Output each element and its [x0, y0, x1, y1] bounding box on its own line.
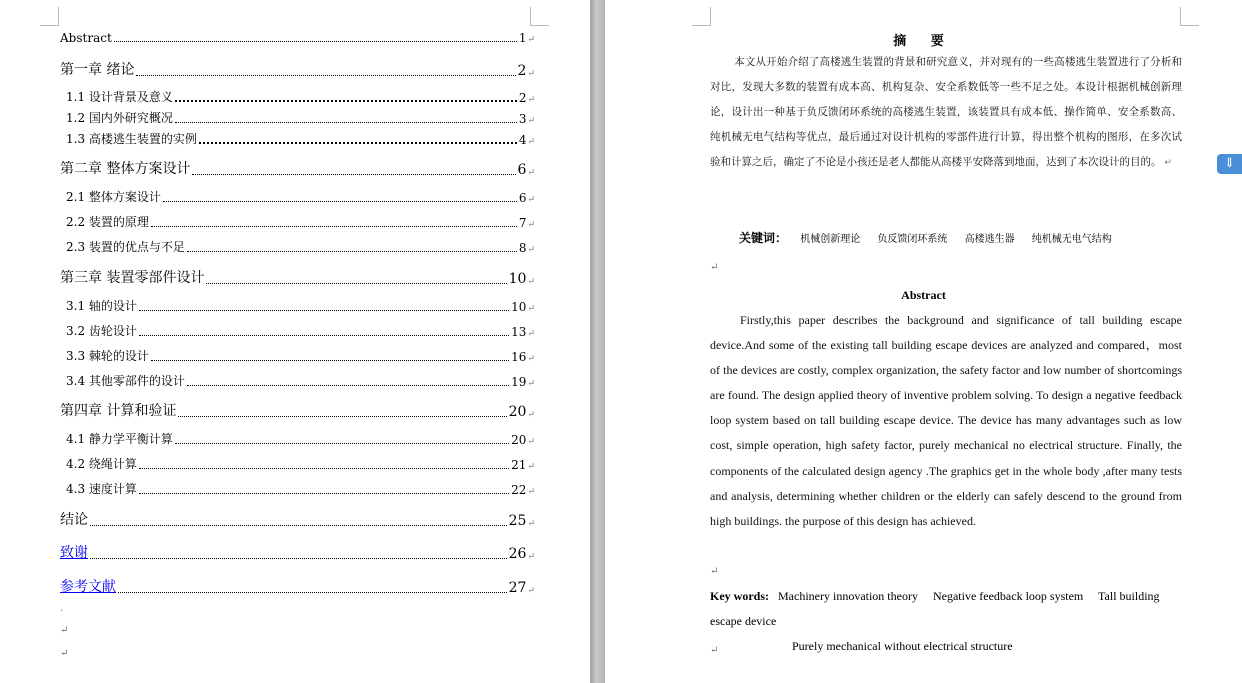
toc-entry-page: 6 — [517, 162, 527, 178]
toc-entry-page: 10 — [508, 271, 527, 287]
toc-leader-dots — [139, 492, 509, 494]
toc-entry-page: 4 — [518, 133, 527, 147]
abstract-en-body: Firstly,this paper describes the background and significance of tall building escape device.And some of the existing tall building escape devices are analyzed and compared，most of the devices are costly, complex organization, the safety factor and low number of shortcomings are found. The design applied theory of inventive problem solving. To design a negative feedback loop system based on tall building escape device. The device has many advantages such as low cost, simple operation, high safety factor, purely mechanical no electrical structure. Finally, the components of the calculated design agency .The graphics get in the whole body ,after many tests and analysis, determining whether children or the elderly can safely descend to the ground from high buildings. the purpose of this design has achieved. — [710, 313, 1182, 528]
paragraph-mark: ↵ — [527, 137, 535, 147]
toc-entry-page: 25 — [508, 513, 527, 529]
toc-entry-label: 3.1 轴的设计 — [66, 299, 137, 313]
toc-entry-label[interactable]: 参考文献 — [60, 579, 116, 595]
toc-entry-page: 20 — [511, 433, 527, 447]
toc-entry — [66, 213, 535, 230]
toc-entry-page: 2 — [518, 91, 527, 105]
crop-mark-top-right — [530, 7, 549, 26]
paragraph-mark: ↵ — [710, 645, 719, 656]
scroll-down-button[interactable] — [1217, 154, 1242, 174]
paragraph-mark: ↵ — [527, 329, 535, 339]
toc-entry — [60, 31, 535, 45]
page-gap — [590, 0, 605, 683]
paragraph-mark: . — [60, 603, 64, 614]
keyword: 负反馈闭环系统 — [877, 234, 948, 245]
paragraph-mark: ↵ — [527, 519, 535, 529]
keyword: 纯机械无电气结构 — [1031, 234, 1112, 245]
toc-entry-page: 8 — [518, 241, 527, 255]
toc-entry-page: 19 — [511, 375, 527, 389]
toc-leader-dots — [199, 141, 517, 144]
arrow-down-icon: ⇓ — [1224, 156, 1235, 171]
toc-entry — [66, 238, 535, 255]
crop-mark-top-left — [40, 7, 59, 26]
paragraph-mark: ↵ — [527, 462, 535, 472]
toc-leader-dots — [175, 442, 509, 444]
toc-entry-page: 10 — [511, 300, 527, 314]
toc-entry-label: 1.1 设计背景及意义 — [66, 90, 173, 104]
toc-entry-label: 2.2 装置的原理 — [66, 215, 149, 229]
toc-entry-label: 第二章 整体方案设计 — [60, 161, 191, 177]
toc-entry-label: 第四章 计算和验证 — [60, 403, 177, 419]
toc-entry-page: 6 — [518, 191, 527, 205]
toc-entry-page: 27 — [508, 580, 527, 596]
paragraph-mark: ↵ — [60, 648, 69, 659]
keyword: Tall building escape device — [710, 589, 1160, 628]
toc-leader-dots — [139, 467, 509, 469]
crop-mark-top-left — [692, 7, 711, 26]
toc-entry — [66, 109, 535, 126]
document-page-left — [0, 0, 590, 683]
paragraph-mark: ↵ — [527, 304, 535, 314]
toc-entry-page: 26 — [508, 546, 527, 562]
toc-entry-page: 16 — [511, 350, 527, 364]
abstract-en-title: Abstract — [901, 288, 946, 302]
keyword: 高楼逃生器 — [964, 234, 1015, 245]
toc-entry — [66, 88, 535, 105]
toc-entry-label: 结论 — [60, 512, 88, 528]
toc-entry — [66, 347, 535, 364]
toc-entry-label: 2.1 整体方案设计 — [66, 190, 161, 204]
toc-entry — [60, 267, 535, 287]
paragraph-mark: ↵ — [60, 625, 69, 636]
toc-entry-label: 3.2 齿轮设计 — [66, 324, 137, 338]
toc-entry — [60, 59, 535, 79]
paragraph-mark: ↵ — [527, 95, 535, 105]
paragraph-mark: ↵ — [527, 552, 535, 562]
toc-entry-label: 3.3 棘轮的设计 — [66, 349, 149, 363]
abstract-en-keywords — [710, 584, 1182, 659]
paragraph-mark: ↵ — [710, 566, 719, 577]
keywords-label: 关键词： — [739, 231, 788, 245]
toc-entry — [66, 188, 535, 205]
paragraph-mark: ↵ — [527, 69, 535, 79]
toc-entry-page: 1 — [518, 31, 527, 45]
toc-entry-label: 4.2 绕绳计算 — [66, 457, 137, 471]
paragraph-mark: ↵ — [527, 245, 535, 255]
toc-entry — [66, 455, 535, 472]
toc-entry-label: 4.3 速度计算 — [66, 482, 137, 496]
toc-entry-label: 1.2 国内外研究概况 — [66, 111, 173, 125]
toc-entry[interactable] — [60, 542, 535, 562]
toc-entry — [66, 372, 535, 389]
toc-leader-dots — [90, 557, 507, 559]
crop-mark-top-right — [1180, 7, 1199, 26]
paragraph-mark: ↵ — [527, 437, 535, 447]
toc-leader-dots — [118, 591, 507, 593]
toc-entry-page: 22 — [511, 483, 527, 497]
toc-entry-label[interactable]: 致谢 — [60, 545, 88, 561]
paragraph-mark: ↵ — [527, 487, 535, 497]
toc-entry-page: 13 — [511, 325, 527, 339]
toc-entry-page: 3 — [518, 112, 527, 126]
toc-leader-dots — [163, 200, 517, 202]
toc-entry — [66, 430, 535, 447]
paragraph-mark: ↵ — [527, 354, 535, 364]
toc-entry — [60, 509, 535, 529]
keyword: Purely mechanical without electrical structure — [792, 639, 1013, 653]
toc-leader-dots — [175, 121, 517, 123]
keyword: 机械创新理论 — [800, 234, 861, 245]
abstract-cn-title: 摘 要 — [893, 34, 954, 49]
toc-entry-page: 21 — [511, 458, 527, 472]
keyword: Negative feedback loop system — [932, 589, 1084, 603]
toc-leader-dots — [151, 225, 517, 227]
abstract-cn-keywords — [739, 229, 1112, 246]
toc-entry — [66, 480, 535, 497]
toc-entry-label: 3.4 其他零部件的设计 — [66, 374, 185, 388]
keywords-label: Key words: — [710, 589, 769, 603]
toc-leader-dots — [139, 334, 509, 336]
toc-entry — [66, 297, 535, 314]
paragraph-mark: ↵ — [710, 262, 719, 273]
toc-leader-dots — [90, 524, 507, 526]
paragraph-mark: ↵ — [527, 195, 535, 205]
toc-entry-label: 1.3 高楼逃生装置的实例 — [66, 132, 197, 146]
toc-entry-page: 20 — [508, 404, 527, 420]
toc-entry — [66, 322, 535, 339]
document-page-right — [605, 0, 1242, 683]
toc-entry[interactable] — [60, 576, 535, 596]
toc-entry-label: 第三章 装置零部件设计 — [60, 270, 205, 286]
paragraph-mark: ↵ — [527, 277, 535, 287]
toc-leader-dots — [139, 309, 509, 311]
paragraph-mark: ↵ — [527, 116, 535, 126]
toc-leader-dots — [136, 74, 515, 76]
toc-leader-dots — [114, 40, 517, 42]
toc-entry-page: 7 — [518, 216, 527, 230]
toc-entry-label: Abstract — [60, 31, 112, 45]
toc-entry — [60, 400, 535, 420]
toc-leader-dots — [192, 173, 515, 175]
keyword: Machinery innovation theory — [778, 589, 918, 603]
toc-leader-dots — [206, 282, 506, 284]
toc-leader-dots — [175, 99, 517, 102]
toc-entry-label: 2.3 装置的优点与不足 — [66, 240, 185, 254]
toc-entry — [66, 130, 535, 147]
toc-entry-page: 2 — [517, 63, 527, 79]
toc-leader-dots — [151, 359, 509, 361]
toc-entry-label: 第一章 绪论 — [60, 62, 135, 78]
toc-leader-dots — [187, 250, 517, 252]
toc-leader-dots — [187, 384, 509, 386]
paragraph-mark: ↵ — [527, 35, 535, 45]
toc-entry-label: 4.1 静力学平衡计算 — [66, 432, 173, 446]
paragraph-mark: ↵ — [527, 586, 535, 596]
paragraph-mark: ↵ — [527, 220, 535, 230]
paragraph-mark: ↵ — [527, 379, 535, 389]
toc-entry — [60, 158, 535, 178]
toc-leader-dots — [178, 415, 506, 417]
paragraph-mark: ↵ — [527, 410, 535, 420]
paragraph-mark: ↵ — [527, 168, 535, 178]
abstract-cn-body: 本文从开始介绍了高楼逃生装置的背景和研究意义，并对现有的一些高楼逃生装置进行了分析和对比，发现大多数的装置有成本高、机构复杂、安全系数低等一些不足之处。本设计根据机械创新理论，设计出一种基于负反馈闭环系统的高楼逃生装置，该装置具有成本低、操作简单、安全系数高、纯机械无电气结构等优点，最后通过对设计机构的零部件进行计算，得出整个机构的图形，在多次试验和计算之后，确定了不论是小孩还是老人都能从高楼平安降落到地面，达到了本次设计的目的。 ↵ — [710, 56, 1182, 168]
